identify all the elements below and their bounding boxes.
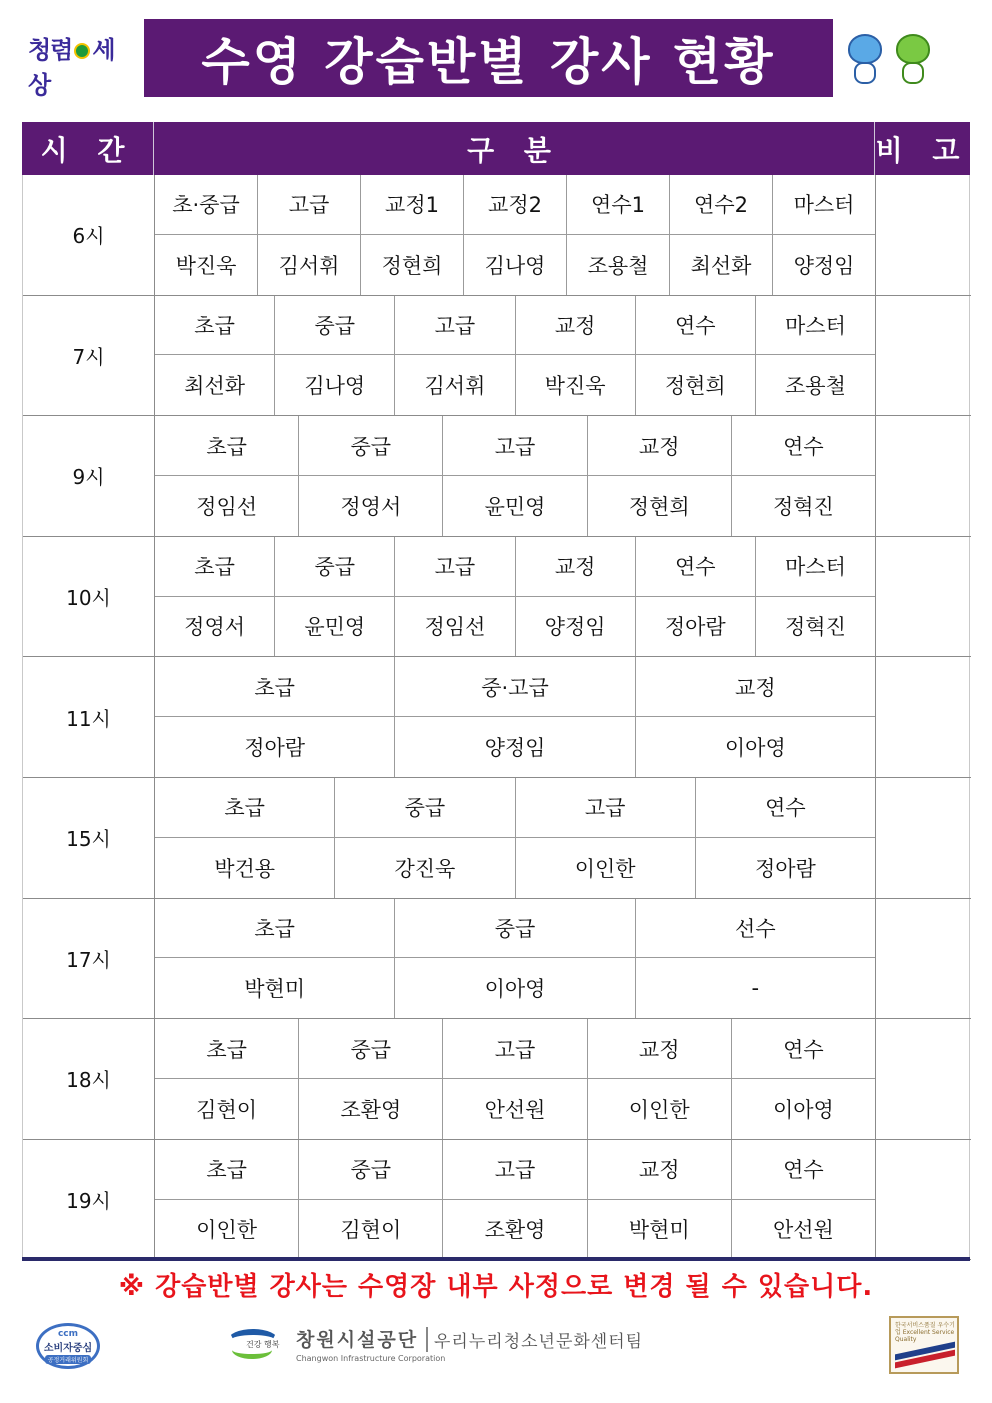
ccm-main-text: 소비자중심: [43, 1342, 93, 1354]
class-name-cell: 마스터: [785, 555, 846, 580]
class-name-cell: 교정1: [361, 175, 464, 234]
instructor-cell: 김서휘: [395, 355, 515, 415]
class-name-cell: 고급: [395, 296, 515, 355]
instructor-cell: 이아영: [724, 736, 786, 761]
instructor-cell: 조환영: [299, 1079, 443, 1139]
class-row: [155, 778, 875, 838]
corp-emblem-icon: [224, 1325, 284, 1365]
note-cell: [876, 175, 971, 295]
instructor-cell: 이아영: [395, 958, 635, 1018]
ksqi-badge-icon: [889, 1316, 959, 1374]
note-cell: [876, 778, 971, 898]
instructor-row: [155, 838, 875, 898]
instructor-cell: 박진욱: [155, 235, 258, 295]
time-cell: 7시: [23, 296, 155, 416]
instructor-row: [155, 958, 875, 1018]
class-name-cell: 교정: [588, 416, 732, 475]
class-name-cell: 연수: [636, 537, 756, 596]
instructor-row: [155, 355, 875, 415]
change-notice: ※ 강습반별 강사는 수영장 내부 사정으로 변경 될 수 있습니다.: [118, 1271, 874, 1302]
class-name-cell: 교정: [588, 1019, 732, 1078]
class-name-cell: 연수2: [670, 175, 773, 234]
class-row: [155, 899, 875, 959]
class-name-cell: 초급: [155, 778, 335, 837]
table-row: [23, 296, 971, 417]
class-name-cell: 고급: [443, 1140, 587, 1199]
instructor-cell: 정아람: [155, 717, 395, 777]
class-name-cell: 중급: [275, 296, 395, 355]
mascot-blue-icon: [844, 34, 886, 84]
corp-tag: 건강 행복: [246, 1340, 280, 1349]
class-name-cell: 고급: [443, 416, 587, 475]
corp-team: 우리누리청소년문화센터팀: [426, 1327, 643, 1352]
instructor-cell: 김현이: [299, 1200, 443, 1260]
class-name-cell: 고급: [516, 778, 696, 837]
instructor-cell: 정임선: [395, 597, 515, 657]
class-row: [155, 175, 875, 235]
ccm-top-text: ccm: [57, 1328, 79, 1339]
class-row: [155, 416, 875, 476]
class-cells: [155, 296, 876, 416]
instructor-cell: 정현희: [361, 235, 464, 295]
class-name-cell: 초급: [155, 296, 275, 355]
note-cell: [876, 296, 971, 416]
page-header: [0, 0, 992, 110]
class-cells: [155, 537, 876, 657]
note-cell: [876, 1140, 971, 1260]
instructor-cell: 정영서: [299, 476, 443, 536]
instructor-cell: 조용철: [785, 374, 846, 399]
instructor-cell: 정혁진: [772, 494, 834, 519]
time-cell: 18시: [23, 1019, 155, 1139]
instructor-cell: 정혁진: [785, 615, 846, 640]
instructor-cell: 정아람: [754, 856, 816, 881]
page-title: 수영 강습반별 강사 현황: [201, 33, 776, 91]
class-name-cell: 초급: [155, 537, 275, 596]
instructor-cell: 양정임: [516, 597, 636, 657]
class-name-cell: 중급: [335, 778, 515, 837]
instructor-row: [155, 235, 875, 295]
class-name-cell: 초급: [155, 657, 395, 716]
instructor-cell: 정임선: [155, 476, 299, 536]
class-name-cell: 고급: [258, 175, 361, 234]
note-cell: [876, 899, 971, 1019]
class-name-cell: 중급: [299, 416, 443, 475]
instructor-cell: 안선원: [443, 1079, 587, 1139]
ccm-sub-text: 공정거래위원회: [45, 1355, 92, 1364]
class-name-cell: 교정: [516, 537, 636, 596]
class-row: [155, 1019, 875, 1079]
time-cell: 10시: [23, 537, 155, 657]
table-row: [23, 778, 971, 899]
class-name-cell: 초급: [155, 416, 299, 475]
instructor-row: [155, 476, 875, 536]
corp-name: 창원시설공단: [296, 1329, 419, 1351]
class-cells: [155, 416, 876, 536]
class-name-cell: 교정: [735, 675, 776, 700]
instructor-cell: 정현희: [636, 355, 756, 415]
instructor-cell: 윤민영: [275, 597, 395, 657]
class-name-cell: 초급: [155, 1019, 299, 1078]
instructor-cell: 안선원: [772, 1218, 834, 1243]
instructor-cell: 김서휘: [258, 235, 361, 295]
class-name-cell: 선수: [735, 916, 776, 941]
table-bottom-rule: [22, 1257, 970, 1261]
time-cell: 11시: [23, 657, 155, 777]
class-cells: [155, 1019, 876, 1139]
class-name-cell: 중급: [395, 899, 635, 958]
instructor-row: [155, 717, 875, 777]
class-name-cell: 중급: [275, 537, 395, 596]
logo-dot-icon: [74, 43, 90, 59]
class-name-cell: 교정: [516, 296, 636, 355]
header-time: 시 간: [22, 122, 154, 175]
instructor-cell: 박진욱: [516, 355, 636, 415]
instructor-cell: 조용철: [567, 235, 670, 295]
class-row: [155, 1140, 875, 1200]
time-cell: 17시: [23, 899, 155, 1019]
instructor-cell: 강진욱: [335, 838, 515, 898]
table-row: [23, 537, 971, 658]
table-body: [22, 175, 970, 1261]
class-name-cell: 연수: [636, 296, 756, 355]
note-cell: [876, 537, 971, 657]
instructor-cell: 박건용: [155, 838, 335, 898]
instructor-cell: 양정임: [395, 717, 635, 777]
instructor-cell: 김현이: [155, 1079, 299, 1139]
time-cell: 15시: [23, 778, 155, 898]
note-cell: [876, 1019, 971, 1139]
class-name-cell: 연수: [783, 1037, 824, 1062]
class-name-cell: 중급: [299, 1140, 443, 1199]
instructor-cell: 윤민영: [443, 476, 587, 536]
mascots: [842, 34, 942, 84]
note-cell: [876, 416, 971, 536]
instructor-row: [155, 597, 875, 657]
class-cells: [155, 175, 876, 295]
instructor-cell: 최선화: [670, 235, 773, 295]
class-row: [155, 296, 875, 356]
mascot-green-icon: [892, 34, 934, 84]
table-row: [23, 899, 971, 1020]
instructor-cell: 박현미: [155, 958, 395, 1018]
instructor-cell: 양정임: [793, 253, 855, 278]
class-cells: [155, 899, 876, 1019]
instructor-cell: 이인한: [588, 1079, 732, 1139]
table-header: [22, 122, 970, 175]
instructor-cell: 김나영: [464, 235, 567, 295]
class-name-cell: 마스터: [793, 193, 855, 218]
ccm-badge-icon: [36, 1323, 100, 1369]
table-row: [23, 1019, 971, 1140]
class-name-cell: 초급: [155, 1140, 299, 1199]
header-division: 구 분: [154, 122, 875, 175]
instructor-cell: 정영서: [155, 597, 275, 657]
instructor-cell: 이인한: [516, 838, 696, 898]
time-cell: 9시: [23, 416, 155, 536]
class-name-cell: 중급: [299, 1019, 443, 1078]
time-cell: 6시: [23, 175, 155, 295]
class-cells: [155, 1140, 876, 1260]
instructor-row: [155, 1079, 875, 1139]
instructor-cell: 박현미: [588, 1200, 732, 1260]
header-note: 비 고: [875, 133, 970, 167]
class-name-cell: 중·고급: [395, 657, 635, 716]
class-name-cell: 마스터: [785, 313, 846, 338]
instructor-cell: 이인한: [155, 1200, 299, 1260]
class-name-cell: 초·중급: [155, 175, 258, 234]
class-cells: [155, 778, 876, 898]
class-name-cell: 교정: [588, 1140, 732, 1199]
class-name-cell: 연수: [765, 796, 806, 821]
time-cell: 19시: [23, 1140, 155, 1260]
class-row: [155, 537, 875, 597]
instructor-cell: 조환영: [443, 1200, 587, 1260]
instructor-cell: 김나영: [275, 355, 395, 415]
note-cell: [876, 657, 971, 777]
class-name-cell: 고급: [395, 537, 515, 596]
schedule-table: [22, 122, 970, 1261]
instructor-cell: 정아람: [636, 597, 756, 657]
instructor-cell: -: [751, 976, 760, 1001]
class-row: [155, 657, 875, 717]
corp-eng-name: Changwon Infrastructure Corporation: [296, 1354, 446, 1363]
instructor-cell: 이아영: [772, 1097, 834, 1122]
table-row: [23, 1140, 971, 1261]
cheongryeom-logo: 청렴 세상: [28, 36, 115, 99]
corp-logo: [224, 1323, 644, 1369]
table-row: [23, 657, 971, 778]
instructor-cell: 정현희: [588, 476, 732, 536]
title-banner: [144, 19, 833, 97]
class-cells: [155, 657, 876, 777]
ksqi-text: 한국서비스품질 우수기업 Excellent Service Quality: [895, 1322, 955, 1343]
class-name-cell: 교정2: [464, 175, 567, 234]
class-name-cell: 고급: [443, 1019, 587, 1078]
class-name-cell: 연수: [783, 434, 824, 459]
table-row: [23, 416, 971, 537]
instructor-row: [155, 1200, 875, 1260]
instructor-cell: 최선화: [155, 355, 275, 415]
class-name-cell: 연수1: [567, 175, 670, 234]
class-name-cell: 연수: [783, 1158, 824, 1183]
table-row: [23, 175, 971, 296]
class-name-cell: 초급: [155, 899, 395, 958]
